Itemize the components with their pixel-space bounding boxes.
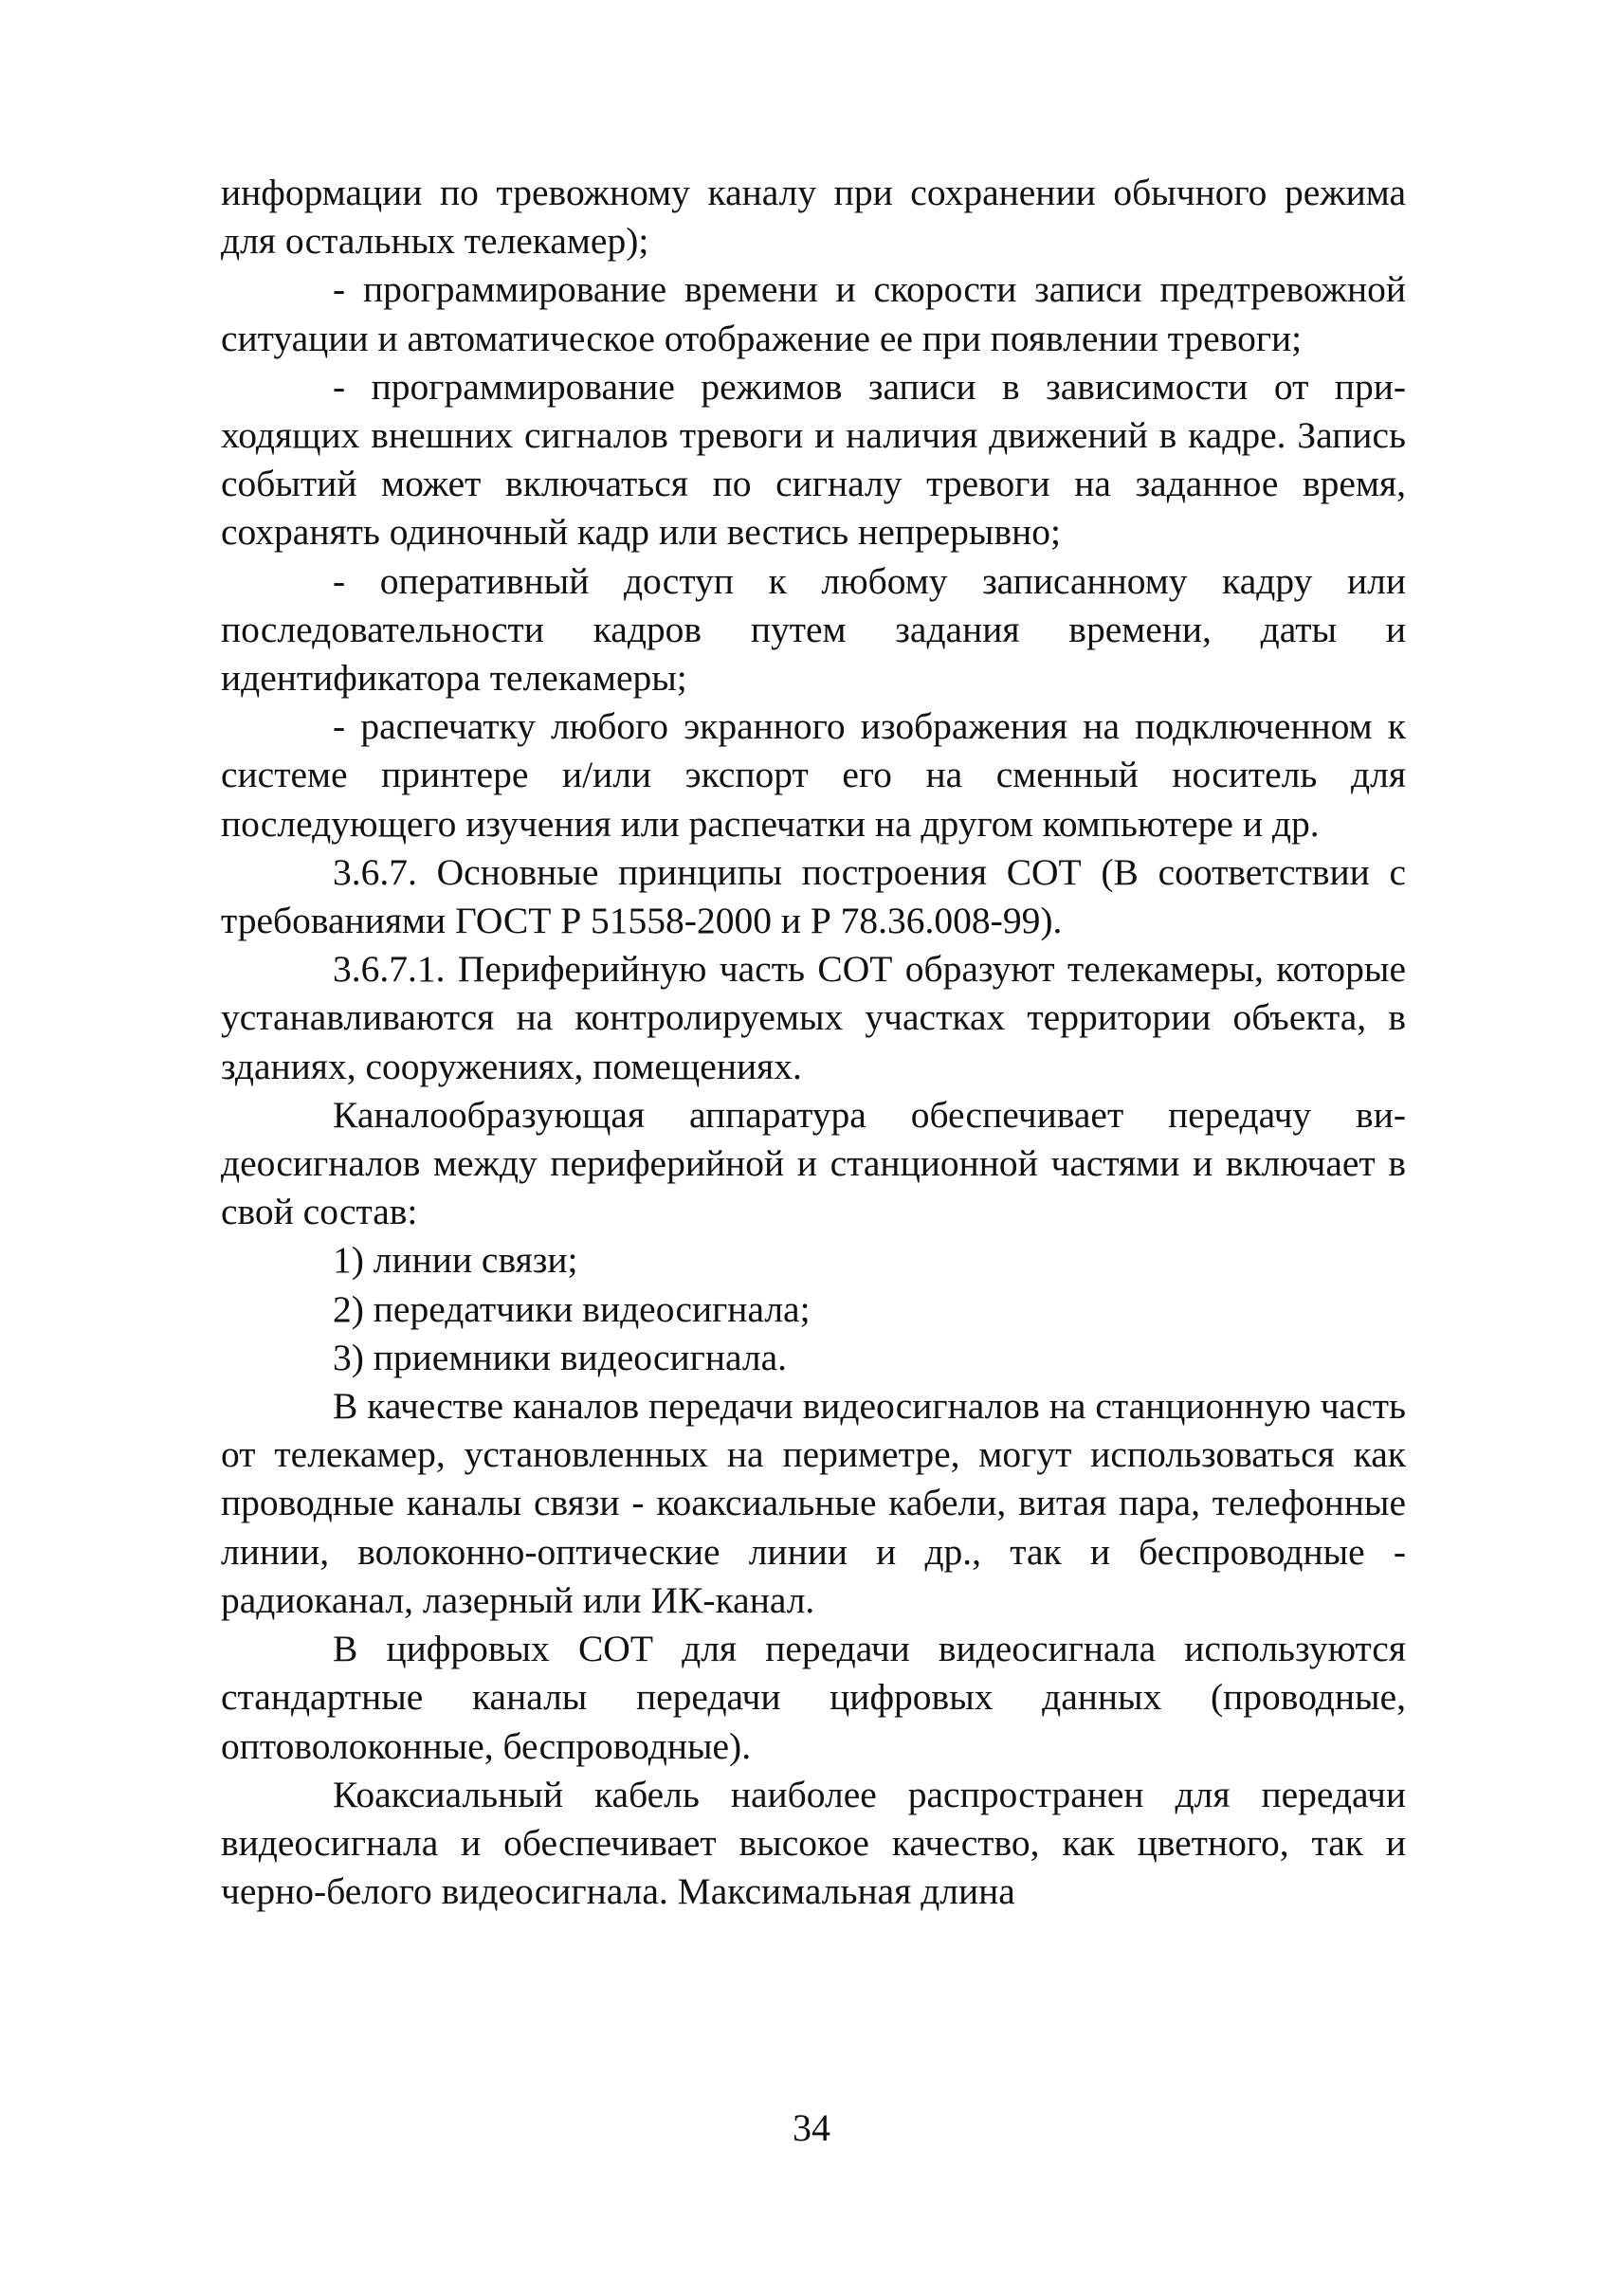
section-heading-3-6-7: 3.6.7. Основные принципы построения СОТ (В соответствии с требованиями ГОСТ Р 51558-2000 и Р 78.36.008-99). (221, 850, 1406, 942)
paragraph-digital-sot: В цифровых СОТ для передачи видеосигнала используются стандартные каналы передачи цифровых данных (проводные, оптоволоконные, беспроводные). (221, 1628, 1406, 1767)
paragraph-transmission-channels: В качестве каналов передачи видеосигналов на станционную часть от телекамер, установленных на периметре, могут использоваться как проводные каналы связи - коаксиальные кабели, витая пара, телефонные линии, волоконно-оптические линии и др., так и беспроводные - радиоканал, лазерный или ИК-канал. (221, 1385, 1406, 1621)
paragraph-continuation: информации по тревожному каналу при сохранении обычного режима для остальных телекамер); (221, 172, 1406, 263)
paragraph-3-6-7-1: 3.6.7.1. Периферийную часть СОТ образуют телекамеры, которые устанавливаются на контролируемых участках территории объекта, в зданиях, сооружениях, помещениях. (221, 948, 1406, 1087)
list-item-recording-modes: - программирование режимов записи в зависимости от приходящих внешних сигналов тревоги и наличия движений в кадре. Запись событий может включаться по сигналу тревоги на заданное время, сохранять одиночный кадр или вестись непрерывно; (221, 365, 1406, 554)
body-text (221, 169, 1406, 1916)
page-number: 34 (793, 2106, 830, 2149)
list-item-frame-access: - оперативный доступ к любому записанному кадру или последовательности кадров путем задания времени, даты и идентификатора телекамеры; (221, 559, 1406, 700)
numbered-item-2: 2) передатчики видеосигнала; (333, 1287, 811, 1330)
paragraph-channel-equipment: Каналообразующая аппаратура обеспечивает передачу видеосигналов между периферийной и станционной частями и включает в свой состав: (221, 1093, 1406, 1233)
list-item-printing-export: - распечатку любого экранного изображения на подключенном к системе принтере и/или экспорт его на сменный носитель для последующего изучения или распечатки на другом компьютере и др. (221, 705, 1406, 845)
numbered-item-3: 3) приемники видеосигнала. (333, 1336, 787, 1378)
numbered-item-1: 1) линии связи; (333, 1239, 578, 1282)
paragraph-coaxial-cable: Коаксиальный кабель наиболее распространен для передачи видеосигнала и обеспечивает высокое качество, как цветного, так и черно-белого видеосигнала. Максимальная длина (221, 1773, 1406, 1913)
list-item-prealarm-programming: - программирование времени и скорости записи предтревожной ситуации и автоматическое отображение ее при появлении тревоги; (221, 268, 1406, 359)
